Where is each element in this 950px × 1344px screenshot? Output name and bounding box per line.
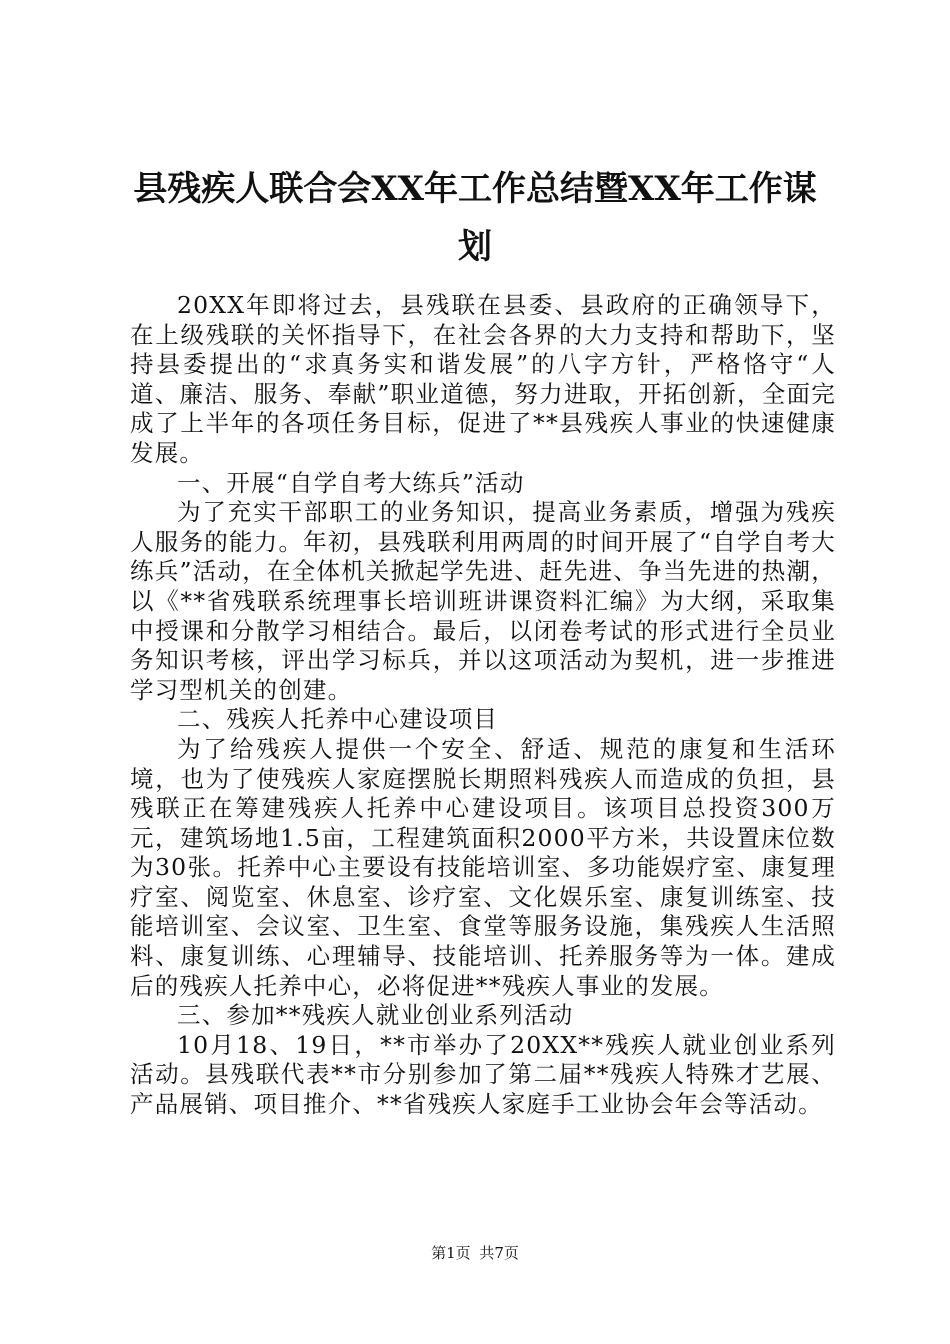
document-title: 县残疾人联合会XX年工作总结暨XX年工作谋划 xyxy=(133,169,817,267)
paragraph-section-1: 为了充实干部职工的业务知识，提高业务素质，增强为残疾人服务的能力。年初，县残联利用两周的时间开展了“自学自考大练兵”活动，在全体机关掀起学先进、赶先进、争当先进的热潮，以《**省残联系统理事长培训班讲课资料汇编》为大纲，采取集中授课和分散学习相结合。最后，以闭卷考试的形式进行全员业务知识考核，评出学习标兵，并以这项活动为契机，进一步推进学习型机关的创建。 xyxy=(130,498,836,704)
page-number: 第1页 xyxy=(431,1244,471,1262)
paragraph-section-3: 10月18、19日，**市举办了20XX**残疾人就业创业系列活动。县残联代表**市分别参加了第二届**残疾人特殊才艺展、产品展销、项目推介、**省残疾人家庭手工业协会年会等活动。 xyxy=(130,1030,836,1119)
document-body xyxy=(130,291,836,1120)
page-total: 共7页 xyxy=(479,1244,519,1262)
page-footer xyxy=(0,1243,950,1263)
section-heading-2: 二、残疾人托养中心建设项目 xyxy=(177,705,499,734)
section-heading-3: 三、参加**残疾人就业创业系列活动 xyxy=(177,1001,574,1030)
section-heading-1: 一、开展“自学自考大练兵”活动 xyxy=(177,468,525,497)
paragraph-intro: 20XX年即将过去，县残联在县委、县政府的正确领导下，在上级残联的关怀指导下，在社会各界的大力支持和帮助下，坚持县委提出的“求真务实和谐发展”的八字方针，严格恪守“人道、廉洁、服务、奉献”职业道德，努力进取，开拓创新，全面完成了上半年的各项任务目标，促进了**县残疾人事业的快速健康发展。 xyxy=(130,291,836,467)
paragraph-section-2: 为了给残疾人提供一个安全、舒适、规范的康复和生活环境，也为了使残疾人家庭摆脱长期照料残疾人而造成的负担，县残联正在筹建残疾人托养中心建设项目。该项目总投资300万元，建筑场地1.5亩，工程建筑面积2000平方米，共设置床位数为30张。托养中心主要设有技能培训室、多功能娱疗室、康复理疗室、阅览室、休息室、诊疗室、文化娱乐室、康复训练室、技能培训室、会议室、卫生室、食堂等服务设施，集残疾人生活照料、康复训练、心理辅导、技能培训、托养服务等为一体。建成后的残疾人托养中心，必将促进**残疾人事业的发展。 xyxy=(130,734,836,1000)
